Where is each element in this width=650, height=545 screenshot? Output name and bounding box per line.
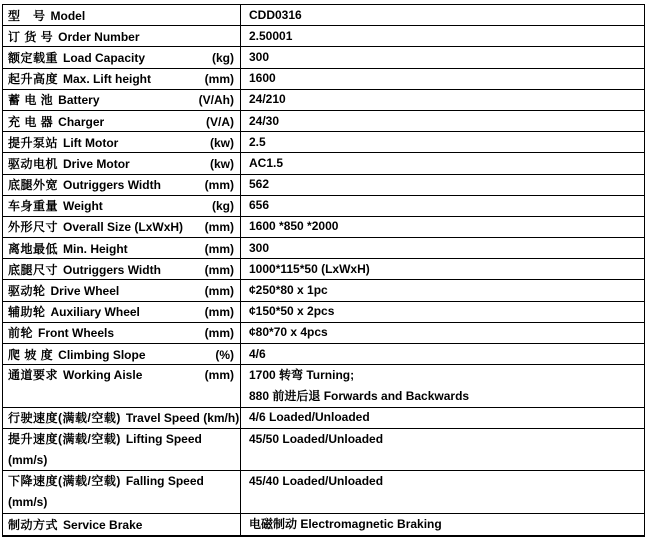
spec-value-cell: ¢150*50 x 2pcs [249, 304, 335, 319]
spec-label-cell [3, 365, 241, 406]
label-zh: 型 号 [8, 8, 46, 23]
spec-label-cell [3, 90, 241, 110]
label-en: Lifting Speed [125, 431, 202, 446]
label-zh: 额定载重 [8, 50, 59, 65]
label-zh: 底腿外宽 [8, 178, 59, 193]
spec-label-cell [3, 47, 241, 67]
table-row [3, 90, 644, 111]
table-row [3, 196, 644, 217]
label-zh: 离地最低 [8, 241, 59, 256]
label-line [8, 516, 240, 533]
label-zh: 提升速度(满载/空载) [8, 431, 121, 446]
table-row [3, 514, 644, 535]
spec-value-cell: 1600 [249, 71, 276, 86]
label-line [8, 471, 240, 492]
label-en: Min. Height [63, 241, 128, 256]
label-en: Outriggers Width [63, 178, 161, 193]
spec-label-cell [3, 111, 241, 131]
table-row [3, 408, 644, 429]
label-zh: 充 电 器 [8, 114, 54, 129]
table-row [3, 175, 644, 196]
table-row [3, 280, 644, 301]
table-row [3, 259, 644, 280]
label-line [8, 113, 240, 130]
spec-value-cell: AC1.5 [249, 155, 284, 170]
spec-label-cell [3, 323, 241, 343]
spec-label-cell [3, 217, 241, 237]
label-en: Drive Motor [63, 156, 130, 171]
label-line [8, 28, 240, 45]
label-en: Overall Size (LxWxH) [63, 220, 184, 235]
label-zh: 辅助轮 [8, 305, 46, 320]
label-zh: 起升高度 [8, 72, 59, 87]
label-line [8, 429, 240, 450]
unit-label: (mm) [204, 178, 234, 193]
spec-value-cell: 562 [249, 177, 270, 192]
label-zh: 通道要求 [8, 368, 59, 383]
table-row [3, 47, 644, 68]
table-row [3, 238, 644, 259]
label-en: Load Capacity [63, 50, 146, 65]
spec-label-cell [3, 196, 241, 216]
label-zh: 驱动电机 [8, 156, 59, 171]
spec-value-cell: 2.50001 [249, 28, 293, 43]
table-row [3, 69, 644, 90]
spec-value-cell: 电磁制动 Electromagnetic Braking [249, 516, 442, 531]
label-en: Max. Lift height [63, 72, 152, 87]
label-line [8, 282, 240, 299]
spec-value-cell: 656 [249, 198, 270, 213]
label-en: Weight [63, 199, 103, 214]
unit-label: (V/A) [206, 114, 234, 129]
label-line [8, 155, 240, 172]
label-line [8, 70, 240, 87]
spec-value-cell: ¢250*80 x 1pc [249, 283, 328, 298]
spec-label-cell [3, 259, 241, 279]
spec-value-cell: 24/30 [249, 113, 280, 128]
spec-value-cell: 45/50 Loaded/Unloaded [249, 431, 384, 446]
table-row [3, 5, 644, 26]
spec-value-cell: 45/40 Loaded/Unloaded [249, 474, 384, 489]
label-line [8, 324, 240, 341]
unit-label: (mm/s) [8, 495, 48, 510]
table-row [3, 365, 644, 407]
unit-label: (mm/s) [8, 452, 48, 467]
label-zh: 驱动轮 [8, 284, 46, 299]
table-row [3, 26, 644, 47]
label-line [8, 261, 240, 278]
label-en: Charger [58, 114, 105, 129]
table-row [3, 111, 644, 132]
spec-value-cell: 1600 *850 *2000 [249, 219, 339, 234]
label-zh: 下降速度(满载/空载) [8, 474, 121, 489]
table-row [3, 153, 644, 174]
unit-label: (kw) [210, 156, 234, 171]
table-row [3, 217, 644, 238]
unit-label: (mm) [204, 220, 234, 235]
label-zh: 行驶速度(满载/空载) [8, 411, 121, 426]
spec-label-cell [3, 302, 241, 322]
spec-label-cell [3, 132, 241, 152]
spec-label-cell [3, 408, 241, 428]
spec-value-cell: 2.5 [249, 134, 266, 149]
label-line [8, 346, 240, 363]
unit-label: (kg) [212, 199, 234, 214]
table-row [3, 323, 644, 344]
label-line [8, 303, 240, 320]
spec-label-cell [3, 175, 241, 195]
unit-label: (%) [215, 347, 234, 362]
label-zh: 制动方式 [8, 517, 59, 532]
label-line [8, 365, 240, 386]
spec-label-cell [3, 153, 241, 173]
label-en: Lift Motor [63, 135, 119, 150]
label-zh: 爬 坡 度 [8, 347, 54, 362]
label-zh: 车身重量 [8, 199, 59, 214]
unit-label: (mm) [204, 368, 234, 383]
label-zh: 订 货 号 [8, 29, 54, 44]
spec-value-cell: 4/6 [249, 346, 266, 361]
unit-label: (mm) [204, 241, 234, 256]
spec-label-cell [3, 344, 241, 364]
label-en: Drive Wheel [50, 284, 120, 299]
spec-value-cell: 300 [249, 240, 270, 255]
spec-value-cell: 24/210 [249, 92, 286, 107]
label-en: Travel Speed (km/h) [125, 411, 240, 426]
spec-table [2, 4, 645, 537]
label-en: Service Brake [63, 517, 143, 532]
unit-label: (mm) [204, 305, 234, 320]
label-zh: 前轮 [8, 326, 34, 341]
spec-label-cell [3, 471, 241, 512]
spec-value-cell: CDD0316 [249, 7, 302, 22]
label-line [8, 134, 240, 151]
unit-label: (mm) [204, 284, 234, 299]
label-en: Battery [58, 93, 100, 108]
label-line [8, 197, 240, 214]
spec-value-cell: 1000*115*50 (LxWxH) [249, 261, 370, 276]
spec-label-cell [3, 69, 241, 89]
unit-label: (mm) [204, 72, 234, 87]
table-row [3, 344, 644, 365]
label-en: Working Aisle [63, 368, 143, 383]
spec-value-cell: 4/6 Loaded/Unloaded [249, 410, 370, 425]
unit-label: (kw) [210, 135, 234, 150]
label-line [8, 176, 240, 193]
unit-label: (mm) [204, 262, 234, 277]
label-line [8, 218, 240, 235]
unit-label: (V/Ah) [198, 93, 234, 108]
spec-label-cell [3, 5, 241, 25]
label-en: Climbing Slope [58, 347, 146, 362]
label-en: Falling Speed [125, 474, 204, 489]
label-line [8, 7, 240, 24]
label-line [8, 49, 240, 66]
table-row [3, 302, 644, 323]
spec-label-cell [3, 280, 241, 300]
spec-label-cell [3, 238, 241, 258]
spec-value-cell: 1700 转弯 Turning; 880 前进后退 Forwards and Backwards [249, 368, 470, 404]
label-line [8, 409, 240, 426]
label-en: Outriggers Width [63, 262, 161, 277]
table-row [3, 429, 644, 471]
label-zh: 蓄 电 池 [8, 93, 54, 108]
label-en: Model [50, 8, 86, 23]
spec-label-cell [3, 429, 241, 470]
label-zh: 提升泵站 [8, 135, 59, 150]
table-row [3, 132, 644, 153]
label-zh: 外形尺寸 [8, 220, 59, 235]
spec-label-cell [3, 26, 241, 46]
spec-label-cell [3, 514, 241, 535]
unit-label: (mm) [204, 326, 234, 341]
label-zh: 底腿尺寸 [8, 262, 59, 277]
label-en: Order Number [58, 29, 140, 44]
spec-value-cell: 300 [249, 49, 270, 64]
unit-label: (kg) [212, 50, 234, 65]
label-line [8, 240, 240, 257]
label-line [8, 91, 240, 108]
label-en: Front Wheels [38, 326, 115, 341]
label-en: Auxiliary Wheel [50, 305, 140, 320]
table-row [3, 471, 644, 513]
spec-value-cell: ¢80*70 x 4pcs [249, 325, 328, 340]
